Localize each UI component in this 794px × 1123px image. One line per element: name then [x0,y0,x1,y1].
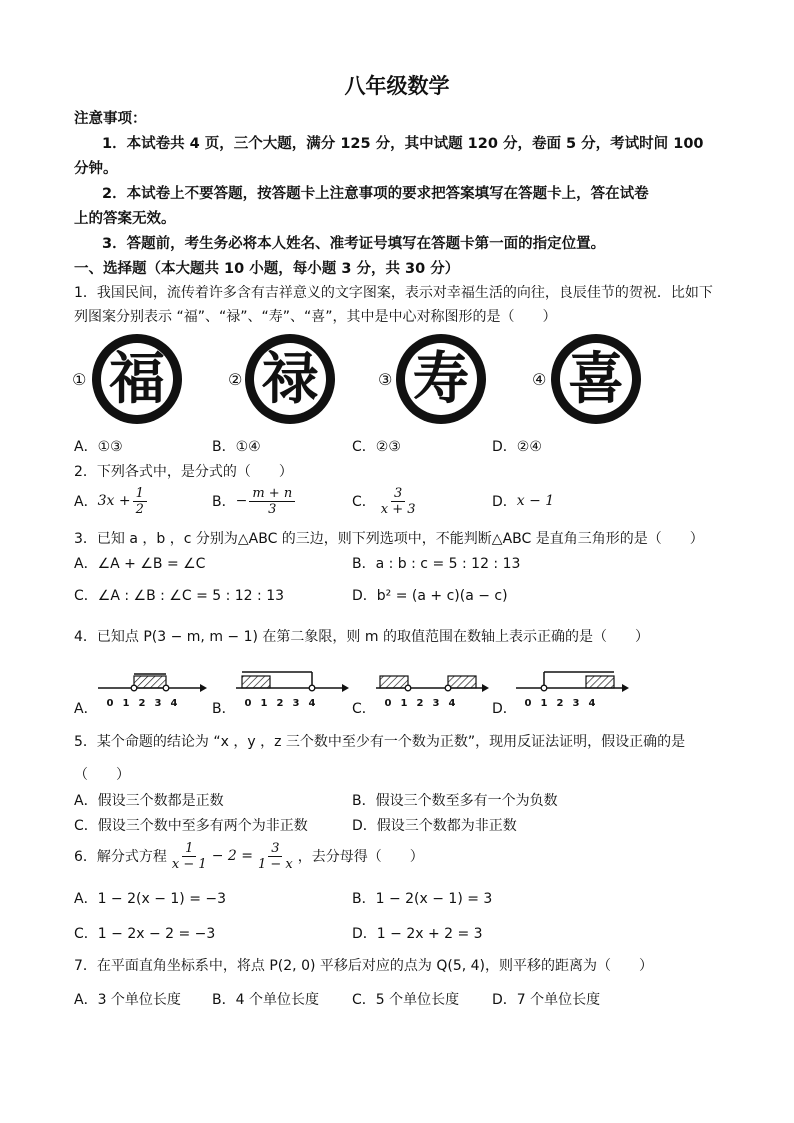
seal-char-2: 禄 [262,347,318,412]
q5-option-d[interactable]: D．假设三个数都为非正数 [352,818,517,834]
q6-stem [74,836,424,876]
q1-option-d[interactable]: D．②④ [492,439,542,455]
q2-d-label: D． [492,494,517,510]
fig-label-1: ① [72,370,87,389]
tick-2: 2 [416,698,424,709]
tick-4: 4 [588,698,596,709]
q6-option-b[interactable]: B．1 − 2(x − 1) = 3 [352,891,493,907]
q5-option-a[interactable]: A．假设三个数都是正数 [74,793,224,809]
tick-4: 4 [448,698,456,709]
q7-option-d[interactable]: D．7 个单位长度 [492,992,601,1008]
notice-item-1-cont: 分钟。 [74,161,118,177]
number-line-a [96,664,208,710]
q2-c-denominator: x + 3 [380,501,416,517]
q7-option-c[interactable]: C．5 个单位长度 [352,992,460,1008]
q1-option-a[interactable]: A．①③ [74,439,123,455]
q2-c-numerator: 3 [391,486,405,502]
q4-option-c[interactable]: C． [352,701,376,717]
q6-mid: − 2 = [211,848,253,864]
q1-option-c[interactable]: C．②③ [352,439,401,455]
q6-den-1: x − 1 [171,856,207,872]
q2-b-fraction [249,486,295,517]
tick-4: 4 [308,698,316,709]
q2-a-expr: 3x + [97,493,131,509]
q7-option-a[interactable]: A．3 个单位长度 [74,992,181,1008]
tick-3: 3 [154,698,162,709]
q1-option-b[interactable]: B．①④ [212,439,261,455]
q6-option-c[interactable]: C．1 − 2x − 2 = −3 [74,926,216,942]
q6-num-2: 3 [268,841,282,857]
number-line-c [374,664,492,710]
tick-0: 0 [106,698,114,709]
tick-3: 3 [432,698,440,709]
notice-item-2-cont: 上的答案无效。 [74,211,176,227]
tick-3: 3 [572,698,580,709]
seal-char-3: 寿 [413,347,469,412]
q7-stem: 7．在平面直角坐标系中，将点 P(2, 0) 平移后对应的点为 Q(5, 4)，则平移的距离为（ ） [74,958,653,974]
number-line-d [514,664,632,710]
tick-4: 4 [170,698,178,709]
q6-stem-post: ，去分母得（ ） [297,849,424,865]
page-title: 八年级数学 [344,74,450,98]
notice-item-2: 2．本试卷上不要答题，按答题卡上注意事项的要求把答案填写在答题卡上，答在试卷 [102,186,649,202]
fig-label-4: ④ [532,370,547,389]
seal-lu-figure [243,332,337,426]
tick-2: 2 [556,698,564,709]
q3-stem: 3．已知 a ，b ，c 分别为△ABC 的三边，则下列选项中，不能判断△ABC 是直角三角形的是（ ） [74,531,704,547]
number-line-b [234,664,352,710]
q2-option-b[interactable] [212,484,297,518]
q4-stem: 4．已知点 P(3 − m, m − 1) 在第二象限，则 m 的取值范围在数轴上表示正确的是（ ） [74,629,649,645]
q5-stem-cont: （ ） [74,767,130,783]
q6-fraction-1 [169,841,210,872]
q6-stem-pre: 6．解分式方程 [74,849,167,865]
q2-a-numerator: 1 [133,486,147,502]
q5-option-c[interactable]: C．假设三个数中至多有两个为非正数 [74,818,308,834]
q2-a-label: A． [74,494,98,510]
seal-char-4: 喜 [568,347,624,412]
tick-1: 1 [260,698,268,709]
tick-2: 2 [276,698,284,709]
q2-c-label: C． [352,494,376,510]
q6-num-1: 1 [182,841,196,857]
q6-option-a[interactable]: A．1 − 2(x − 1) = −3 [74,891,227,907]
q2-b-sign: − [235,493,248,509]
tick-2: 2 [138,698,146,709]
q2-a-denominator: 2 [135,501,144,517]
tick-3: 3 [292,698,300,709]
tick-0: 0 [384,698,392,709]
q3-option-b[interactable]: B．a : b : c = 5 : 12 : 13 [352,556,521,572]
section-heading: 一、选择题（本大题共 10 小题，每小题 3 分，共 30 分） [74,261,460,277]
q2-stem: 2．下列各式中，是分式的（ ） [74,464,293,480]
q4-option-b[interactable]: B． [212,701,236,717]
q2-b-numerator: m + n [249,486,295,502]
q2-a-fraction [133,486,147,517]
q3-option-d[interactable]: D．b² = (a + c)(a − c) [352,588,508,604]
q6-option-d[interactable]: D．1 − 2x + 2 = 3 [352,926,483,942]
q5-stem: 5．某个命题的结论为 “x ，y ，z 三个数中至少有一个数为正数”，现用反证法证明，假设正确的是 [74,734,686,750]
seal-fu-figure [90,332,184,426]
tick-0: 0 [244,698,252,709]
seal-char-1: 福 [109,347,165,412]
q6-den-2: 1 − x [257,856,293,872]
notice-heading: 注意事项： [74,111,147,127]
q2-b-label: B． [212,494,236,510]
seal-xi-figure [549,332,643,426]
tick-0: 0 [524,698,532,709]
q2-option-d[interactable] [492,484,554,518]
q2-option-c[interactable] [352,484,421,518]
notice-item-1: 1．本试卷共 4 页，三个大题，满分 125 分，其中试题 120 分，卷面 5 分，考试时间 100 [102,136,704,152]
q2-option-a[interactable] [74,484,149,518]
q7-option-b[interactable]: B．4 个单位长度 [212,992,319,1008]
seal-shou-figure [394,332,488,426]
q3-option-c[interactable]: C．∠A : ∠B : ∠C = 5 : 12 : 13 [74,588,285,604]
q3-option-a[interactable]: A．∠A + ∠B = ∠C [74,556,206,572]
q4-option-a[interactable]: A． [74,701,98,717]
q2-d-expr: x − 1 [516,493,555,509]
q6-fraction-2 [255,841,296,872]
notice-item-3: 3．答题前，考生务必将本人姓名、准考证号填写在答题卡第一面的指定位置。 [102,236,606,252]
q2-c-fraction [378,486,419,517]
q2-b-denominator: 3 [268,501,277,517]
tick-1: 1 [540,698,548,709]
q1-stem-cont: 列图案分别表示 “福”、“禄”、“寿”、“喜”，其中是中心对称图形的是（ ） [74,309,557,325]
fig-label-3: ③ [378,370,393,389]
q4-option-d[interactable]: D． [492,701,517,717]
fig-label-2: ② [228,370,243,389]
q1-stem: 1．我国民间，流传着许多含有吉祥意义的文字图案，表示对幸福生活的向往，良辰佳节的贺祝．比如下 [74,285,713,301]
tick-1: 1 [400,698,408,709]
q5-option-b[interactable]: B．假设三个数至多有一个为负数 [352,793,558,809]
tick-1: 1 [122,698,130,709]
